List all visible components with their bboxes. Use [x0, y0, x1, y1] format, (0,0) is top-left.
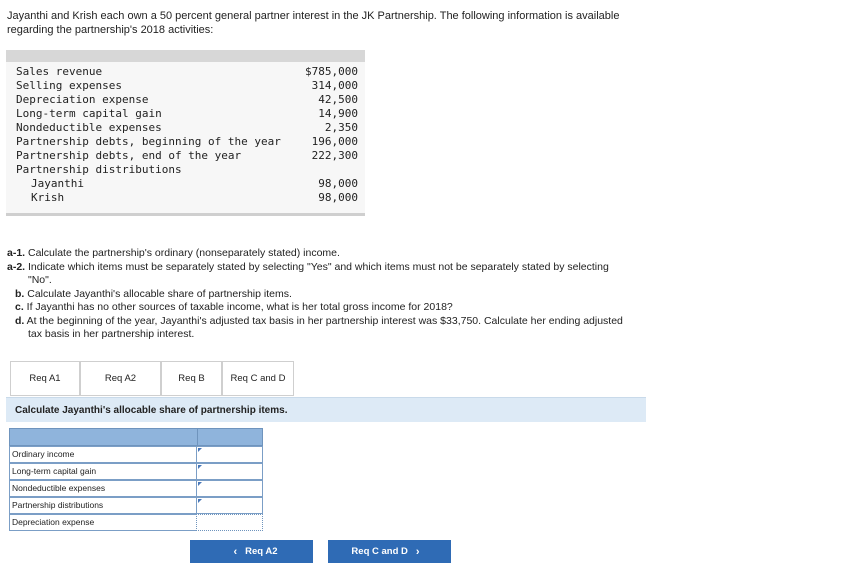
data-label: Nondeductible expenses — [16, 121, 162, 134]
answer-input[interactable] — [196, 480, 263, 497]
question-a2 — [7, 261, 727, 275]
data-table-header-bar — [6, 50, 365, 62]
data-value: 314,000 — [311, 79, 358, 92]
answer-row — [9, 497, 263, 514]
question-tag: a-2. — [7, 260, 26, 273]
data-label: Long-term capital gain — [16, 107, 162, 120]
tab-req-a2[interactable]: Req A2 — [80, 361, 161, 396]
prev-req-label: Req A2 — [245, 546, 278, 557]
data-label: Selling expenses — [16, 79, 122, 92]
answer-row — [9, 514, 263, 531]
intro-line-1: Jayanthi and Krish each own a 50 percent general partner interest in the JK Partnership. The following information is available — [7, 10, 620, 22]
data-row — [16, 79, 358, 93]
question-a1 — [7, 247, 727, 261]
answer-input[interactable] — [196, 463, 263, 480]
data-value: 98,000 — [318, 191, 358, 204]
answer-input[interactable] — [196, 497, 263, 514]
answer-row-label: Ordinary income — [9, 446, 197, 463]
data-value: 2,350 — [324, 121, 358, 134]
data-value: 222,300 — [311, 149, 358, 162]
question-tag: c. — [15, 301, 24, 313]
question-b — [7, 288, 727, 302]
chevron-left-icon: ‹ — [233, 545, 238, 558]
chevron-right-icon: › — [415, 545, 420, 558]
question-text: Calculate Jayanthi's allocable share of partnership items. — [24, 287, 292, 300]
data-value: 42,500 — [318, 93, 358, 106]
input-marker-icon — [198, 448, 202, 452]
data-label: Jayanthi — [31, 177, 84, 190]
answer-row-label: Partnership distributions — [9, 497, 197, 514]
question-text: Indicate which items must be separately stated by selecting "Yes" and which items must not be separately stated by selecting — [25, 260, 609, 273]
data-row — [16, 93, 358, 107]
data-row — [16, 149, 358, 163]
data-row — [16, 135, 358, 149]
prev-req-button[interactable] — [190, 540, 313, 563]
instruction-banner: Calculate Jayanthi's allocable share of partnership items. — [6, 397, 646, 422]
next-req-button[interactable] — [328, 540, 451, 563]
answer-row-label: Nondeductible expenses — [9, 480, 197, 497]
answer-input[interactable] — [196, 514, 263, 531]
answer-row — [9, 446, 263, 463]
data-value: 14,900 — [318, 107, 358, 120]
data-row — [16, 163, 358, 177]
question-text: Calculate the partnership's ordinary (nonseparately stated) income. — [25, 247, 340, 259]
question-text: If Jayanthi has no other sources of taxable income, what is her total gross income for 2018? — [23, 301, 453, 313]
question-text: At the beginning of the year, Jayanthi's adjusted tax basis in her partnership interest was $33,750. Calculate her ending adjusted — [24, 314, 623, 327]
tab-req-b[interactable]: Req B — [161, 361, 222, 396]
answer-input[interactable] — [196, 446, 263, 463]
question-tag: b. — [15, 287, 25, 300]
answer-row-label: Long-term capital gain — [9, 463, 197, 480]
question-d-continued: tax basis in her partnership interest. — [28, 328, 195, 340]
question-c — [7, 301, 727, 315]
tab-req-c-and-d[interactable]: Req C and D — [222, 361, 294, 396]
answer-row — [9, 480, 263, 497]
data-label: Depreciation expense — [16, 93, 149, 106]
data-table — [6, 50, 365, 216]
data-row — [16, 121, 358, 135]
input-marker-icon — [198, 482, 202, 486]
answer-grid-header — [9, 428, 263, 446]
data-row — [16, 191, 358, 205]
question-tag: a-1. — [7, 247, 26, 259]
question-list — [7, 247, 727, 342]
data-label: Sales revenue — [16, 65, 103, 78]
data-value: $785,000 — [305, 65, 358, 78]
intro-line-2: regarding the partnership's 2018 activities: — [7, 24, 214, 36]
input-marker-icon — [198, 465, 202, 469]
data-label: Partnership debts, beginning of the year — [16, 135, 281, 148]
problem-intro — [7, 9, 727, 37]
data-table-footer-bar — [6, 213, 365, 216]
data-label: Krish — [31, 191, 65, 204]
data-row — [16, 107, 358, 121]
tab-req-a1[interactable]: Req A1 — [10, 361, 80, 396]
data-row — [16, 65, 358, 79]
data-row — [16, 177, 358, 191]
data-value: 196,000 — [311, 135, 358, 148]
data-value: 98,000 — [318, 177, 358, 190]
answer-row-label: Depreciation expense — [9, 514, 197, 531]
question-d — [7, 315, 727, 329]
data-label: Partnership distributions — [16, 163, 182, 176]
answer-row — [9, 463, 263, 480]
data-label: Partnership debts, end of the year — [16, 149, 242, 162]
question-tag: d. — [15, 314, 25, 327]
question-a2-continued: "No". — [28, 274, 52, 286]
input-marker-icon — [198, 499, 202, 503]
next-req-label: Req C and D — [351, 546, 408, 557]
